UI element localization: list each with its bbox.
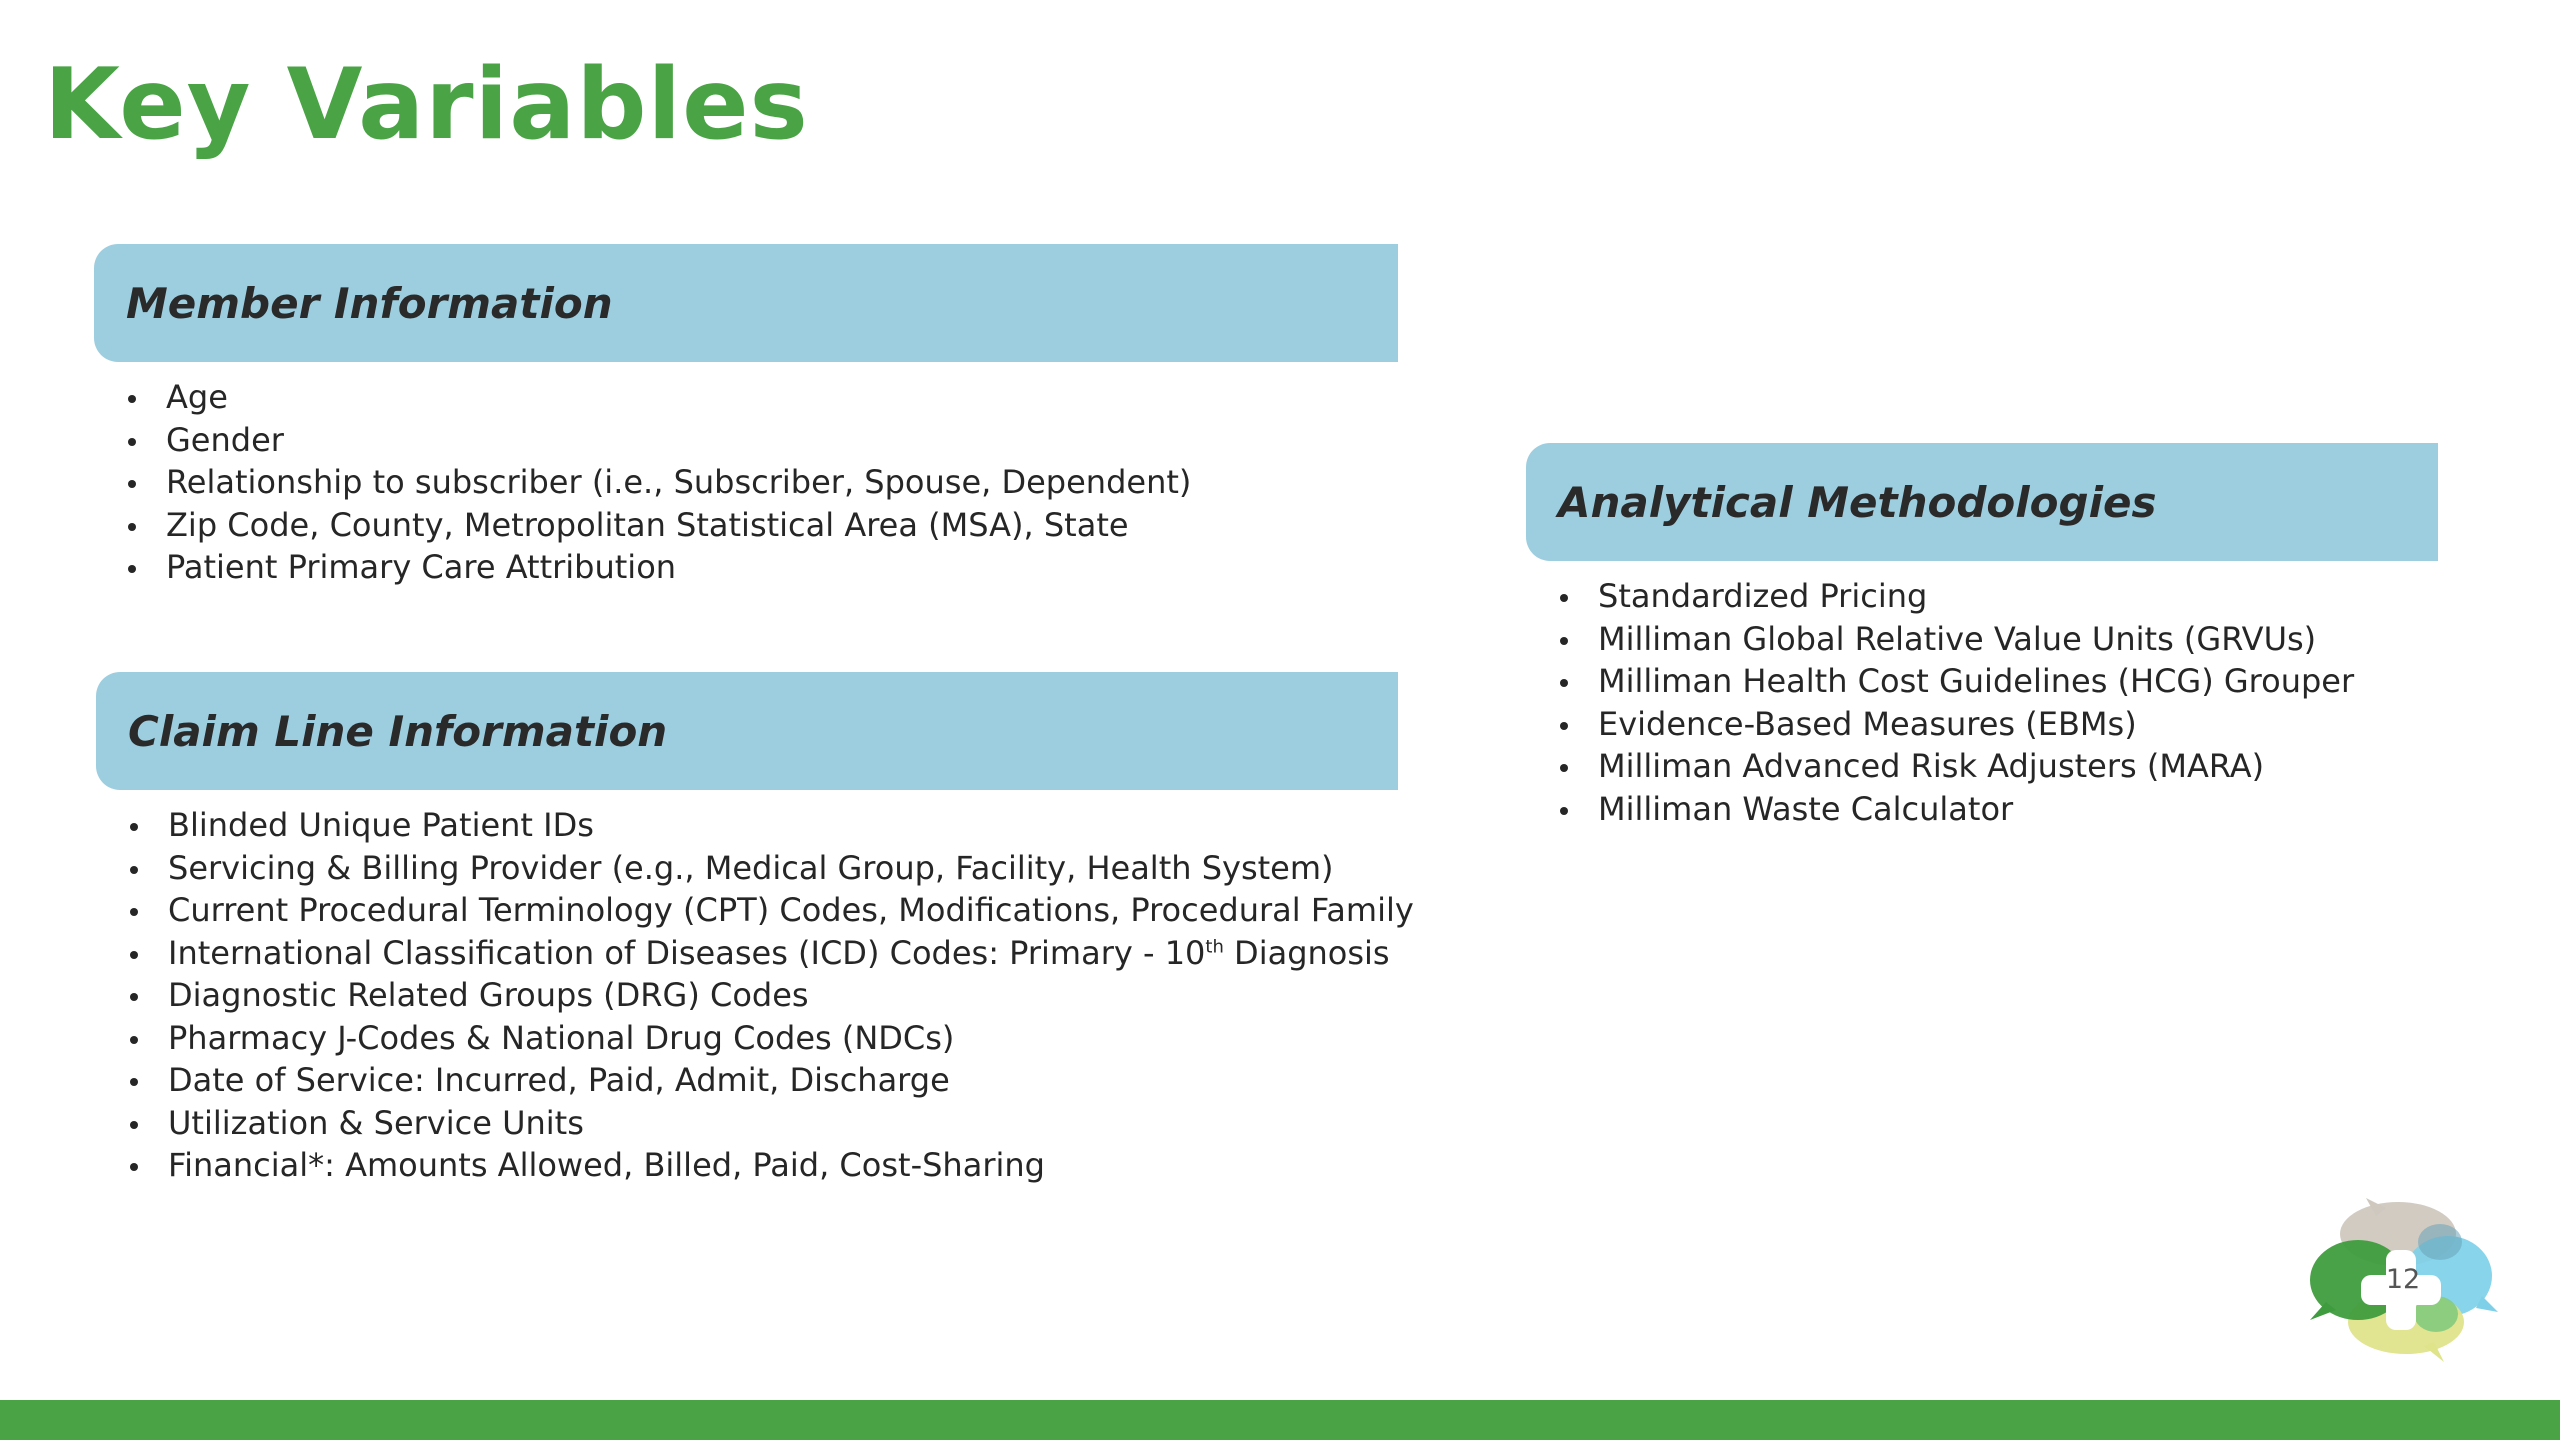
list-item: Diagnostic Related Groups (DRG) Codes <box>130 974 1398 1017</box>
list-item-text: Diagnosis <box>1223 933 1390 972</box>
list-item: Date of Service: Incurred, Paid, Admit, Discharge <box>130 1059 1398 1102</box>
analytical-methodologies-heading: Analytical Methodologies <box>1558 477 2157 527</box>
claim-line-information-heading: Claim Line Information <box>128 706 668 756</box>
list-item-text: International Classification of Diseases (ICD) Codes: Primary - 10 <box>168 933 1206 972</box>
page-number: 12 <box>2385 1264 2421 1295</box>
claim-line-information-section <box>96 672 1414 1187</box>
list-item: Relationship to subscriber (i.e., Subscriber, Spouse, Dependent) <box>128 461 1398 504</box>
analytical-methodologies-list <box>1526 575 2438 830</box>
list-item: Evidence-Based Measures (EBMs) <box>1560 703 2438 746</box>
ordinal-suffix: th <box>1205 935 1224 957</box>
member-information-header <box>94 244 1398 362</box>
analytical-methodologies-header <box>1526 443 2438 561</box>
list-item: Zip Code, County, Metropolitan Statistical Area (MSA), State <box>128 504 1398 547</box>
list-item <box>130 932 1398 975</box>
member-information-list <box>94 376 1398 589</box>
list-item: Patient Primary Care Attribution <box>128 546 1398 589</box>
member-information-section <box>94 244 1398 589</box>
claim-line-information-list <box>96 804 1414 1187</box>
list-item: Financial*: Amounts Allowed, Billed, Paid, Cost-Sharing <box>130 1144 1398 1187</box>
list-item: Blinded Unique Patient IDs <box>130 804 1398 847</box>
list-item: Utilization & Service Units <box>130 1102 1398 1145</box>
claim-line-information-header <box>96 672 1398 790</box>
slide-title: Key Variables <box>44 48 809 162</box>
analytical-methodologies-section <box>1526 443 2438 830</box>
list-item: Pharmacy J-Codes & National Drug Codes (NDCs) <box>130 1017 1398 1060</box>
footer-bar <box>0 1400 2560 1440</box>
list-item: Current Procedural Terminology (CPT) Codes, Modifications, Procedural Family <box>130 889 1398 932</box>
list-item: Standardized Pricing <box>1560 575 2438 618</box>
list-item: Milliman Waste Calculator <box>1560 788 2438 831</box>
list-item: Milliman Health Cost Guidelines (HCG) Grouper <box>1560 660 2438 703</box>
member-information-heading: Member Information <box>126 278 613 328</box>
list-item: Milliman Advanced Risk Adjusters (MARA) <box>1560 745 2438 788</box>
list-item: Gender <box>128 419 1398 462</box>
list-item: Age <box>128 376 1398 419</box>
list-item: Servicing & Billing Provider (e.g., Medical Group, Facility, Health System) <box>130 847 1398 890</box>
list-item: Milliman Global Relative Value Units (GRVUs) <box>1560 618 2438 661</box>
